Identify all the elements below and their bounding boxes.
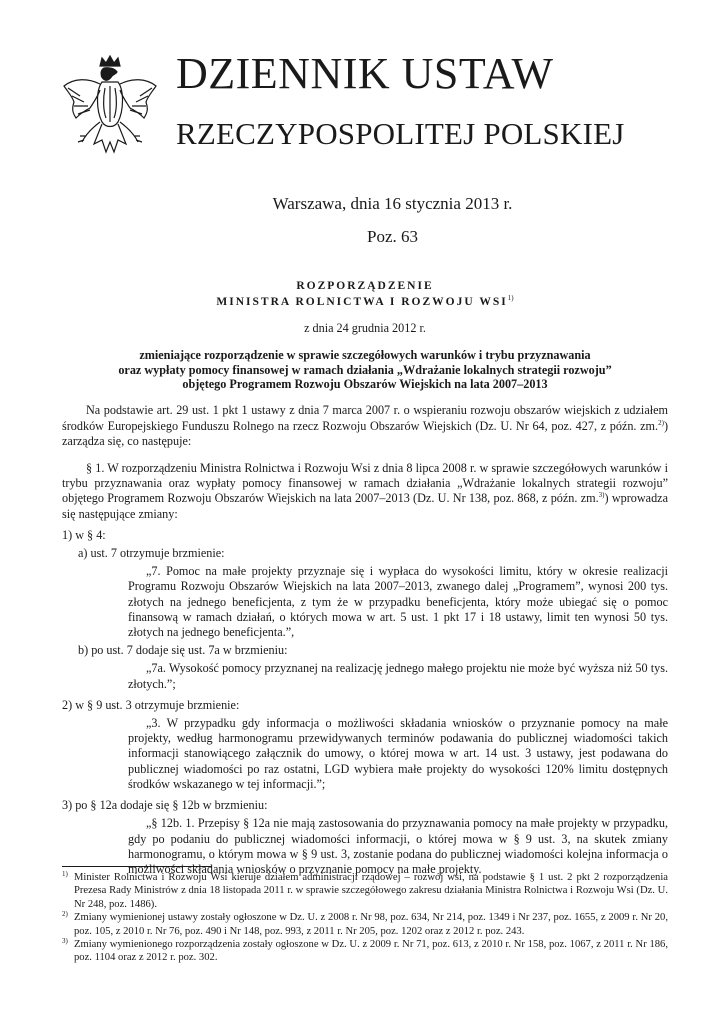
act-subject-line: oraz wypłaty pomocy finansowej w ramach działania „Wdrażanie lokalnych strategii rozwoju” [118, 362, 612, 377]
footnote-ref: 3) [598, 491, 605, 500]
quote-text: „7a. Wysokość pomocy przyznanej na realizację jednego małego projektu nie może być wyższa niż 50 tys. złotych.”; [128, 661, 668, 691]
footnote [62, 911, 668, 938]
act-subject-line: zmieniające rozporządzenie w sprawie szczegółowych warunków i trybu przyznawania [139, 348, 591, 363]
footnote [62, 938, 668, 965]
paragraph-text-end: ) wprowadza się następujące zmiany: [62, 491, 669, 521]
act-issuer [62, 294, 668, 310]
footnote-separator [62, 866, 212, 867]
quote-text: „§ 12b. 1. Przepisy § 12a nie mają zastosowania do przyznawania pomocy na małe projekty w przypadku, gdy po podaniu do publicznej wiadomości informacji, o której mowa w § 9 ust. 3, na skutek zmiany harmonogramu, o którym mowa w § 9 ust. 3, zostanie podana do publicznej wiadomości kolejna informacja o możliwości składania wniosków o przyznanie pomocy na małe projekty. [128, 816, 668, 876]
quote-text: „3. W przypadku gdy informacja o możliwości składania wniosków o przyznanie pomocy na małe projekty, według harmonogramu przewidywanych terminów podawania do publicznej wiadomości takich informacji stanowiącego załącznik do umowy, o której mowa w art. 14 ust. 3 ustawy, jest podawana do publicznej wiadomości po raz ostatni, LGD wybiera małe projekty do wysokości 120% limitu dostępnych środków wskazanego w tej informacji.”; [128, 716, 668, 791]
act-content [62, 278, 668, 877]
preamble [62, 403, 668, 449]
act-subject-line: objętego Programem Rozwoju Obszarów Wiejskich na lata 2007–2013 [182, 377, 548, 392]
footnotes [62, 871, 668, 965]
footnote-mark: 1) [62, 870, 68, 878]
point-2: 2) w § 9 ust. 3 otrzymuje brzmienie: [62, 697, 240, 712]
act-subject [62, 348, 668, 391]
quote-ust-3 [62, 716, 668, 792]
act-issuer-name: MINISTRA ROLNICTWA I ROZWOJU WSI [216, 296, 508, 308]
footnote [62, 871, 668, 911]
footnote-mark: 2) [62, 910, 68, 919]
point-3: 3) po § 12a dodaje się § 12b w brzmieniu: [62, 798, 268, 813]
footnote-mark: 3) [62, 937, 68, 946]
quote-par-12b [62, 816, 668, 877]
quote-ust-7a [62, 661, 668, 691]
issue-date: Warszawa, dnia 16 stycznia 2013 r. [272, 194, 513, 213]
point-1a: a) ust. 7 otrzymuje brzmienie: [78, 546, 225, 561]
footnote-text: Zmiany wymienionej ustawy zostały ogłoszone w Dz. U. z 2008 r. Nr 98, poz. 634, Nr 214, poz. 1349 i Nr 237, poz. 1655, z 2009 r. Nr 20, poz. 105, z 2010 r. Nr 76, poz. 490 i Nr 148, poz. 993, z 2011 r. Nr 205, poz. 1202 oraz z 2012 r. poz. 243. [74, 912, 668, 937]
polish-eagle-emblem-icon [60, 52, 160, 162]
footnote-text: Minister Rolnictwa i Rozwoju Wsi kieruje działem administracji rządowej – rozwój wsi, na podstawie § 1 ust. 2 pkt 2 rozporządzenia Prezesa Rady Ministrów z dnia 18 listopada 2011 r. w sprawie szczegółowego zakresu działania Ministra Rolnictwa i Rozwoju Wsi (Dz. U. Nr 248, poz. 1486). [74, 872, 668, 910]
footnote-ref: 1) [507, 294, 514, 303]
point-1b: b) po ust. 7 dodaje się ust. 7a w brzmieniu: [78, 643, 288, 658]
position-number: Poz. 63 [367, 227, 418, 246]
act-type: ROZPORZĄDZENIE [296, 280, 434, 292]
paragraph-1 [62, 461, 668, 522]
quote-ust-7 [62, 564, 668, 640]
preamble-text: Na podstawie art. 29 ust. 1 pkt 1 ustawy z dnia 7 marca 2007 r. o wspieraniu rozwoju obszarów wiejskich z udziałem środków Europejskiego Funduszu Rolnego na rzecz Rozwoju Obszarów Wiejskich (Dz. U. Nr 64, poz. 427, z późn. zm. [62, 403, 668, 433]
preamble-text-end: ) zarządza się, co następuje: [62, 418, 668, 448]
paragraph-text: § 1. W rozporządzeniu Ministra Rolnictwa i Rozwoju Wsi z dnia 8 lipca 2008 r. w sprawie szczegółowych warunków i trybu przyznawania oraz wypłaty pomocy finansowej w ramach działania „Wdrażanie lokalnych strategii rozwoju” objętego Programem Rozwoju Obszarów Wiejskich na lata 2007–2013 (Dz. U. Nr 138, poz. 868, z późn. zm. [62, 461, 668, 506]
footnote-text: Zmiany wymienionego rozporządzenia zostały ogłoszone w Dz. U. z 2009 r. Nr 71, poz. 613, z 2010 r. Nr 158, poz. 1067, z 2011 r. Nr 186, poz. 1104 oraz z 2012 r. poz. 302. [74, 939, 668, 964]
quote-text: „7. Pomoc na małe projekty przyznaje się i wypłaca do wysokości limitu, który w okresie realizacji Programu Rozwoju Obszarów Wiejskich na lata 2007–2013, zwanego dalej „Programem”, wynosi 200 tys. złotych na jednego beneficjenta, z tym że w przypadku beneficjenta, który może ubiegać się o pomoc finansową w ramach działań, o których mowa w art. 5 ust. 1 pkt 17 i 18 ustawy, limit ten wynosi 50 tys. złotych na jednego beneficjenta.”, [128, 564, 668, 640]
point-1: 1) w § 4: [62, 527, 106, 542]
footnote-ref: 2) [658, 418, 664, 427]
journal-title: DZIENNIK USTAW [176, 49, 554, 98]
act-date: z dnia 24 grudnia 2012 r. [304, 321, 426, 335]
journal-subtitle: RZECZYPOSPOLITEJ POLSKIEJ [176, 116, 625, 151]
